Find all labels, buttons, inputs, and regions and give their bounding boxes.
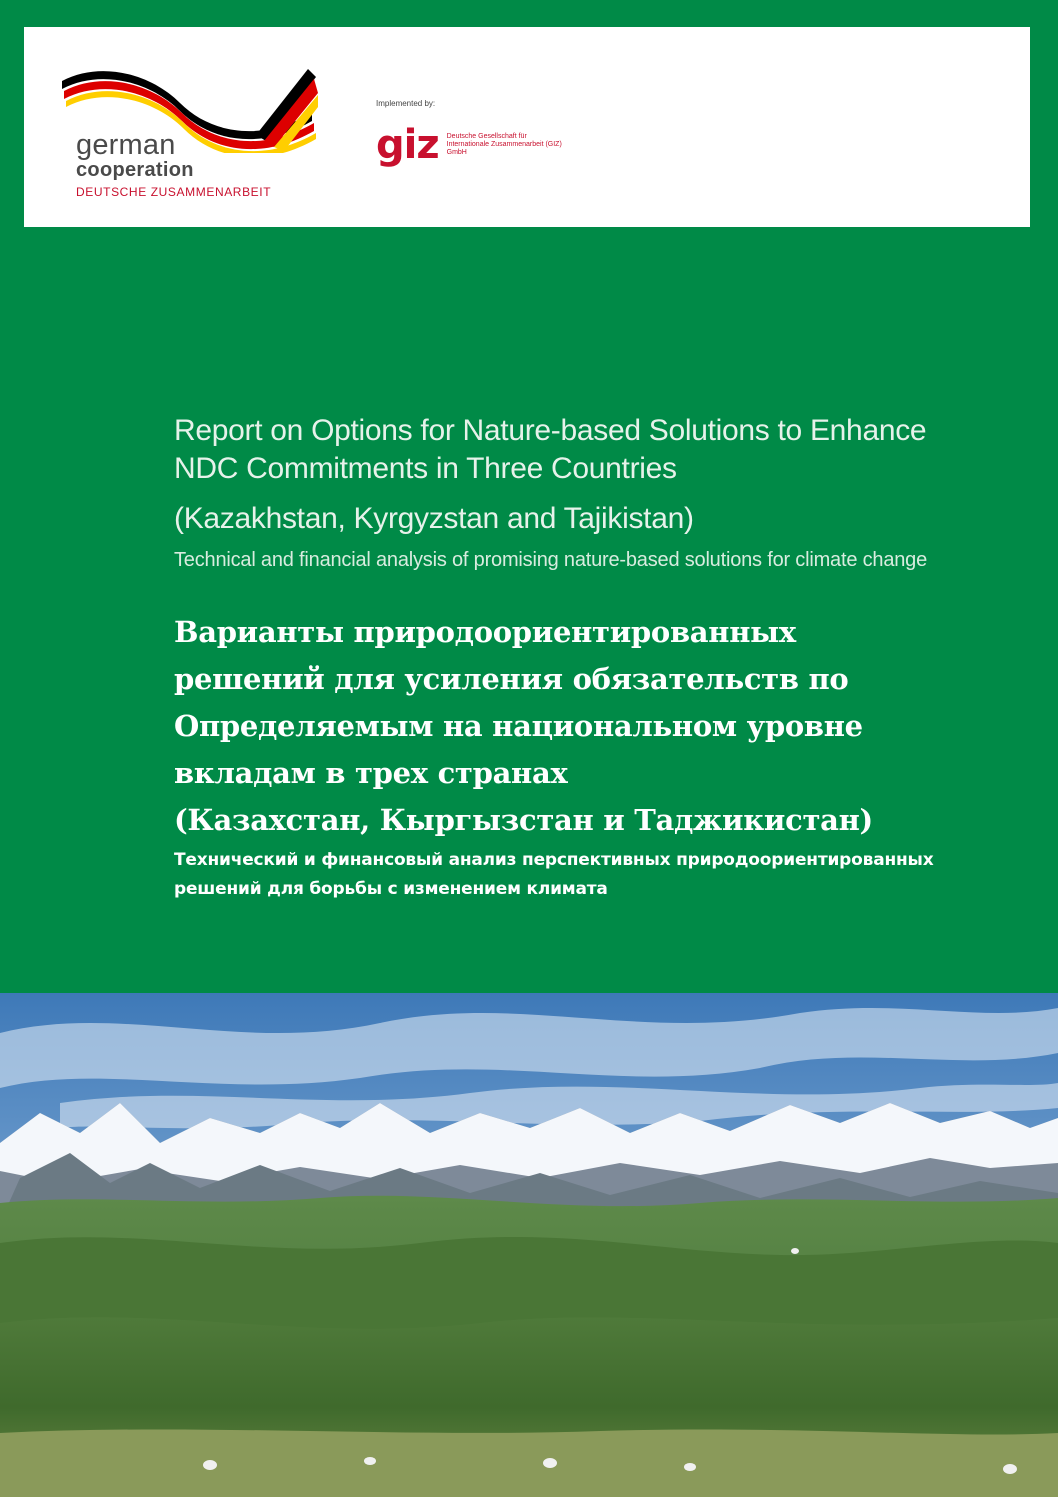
english-title: Report on Options for Nature-based Solutions to Enhance NDC Commitments in Three Countries bbox=[174, 414, 927, 485]
gc-line1: german bbox=[76, 129, 176, 161]
russian-title: Варианты природоориентированных решений для усиления обязательств по Определяемым на национальном уровне вкладам в трех странах bbox=[174, 615, 863, 790]
english-subtitle: Technical and financial analysis of promising nature-based solutions for climate change bbox=[174, 549, 928, 571]
german-cooperation-wordmark bbox=[76, 131, 271, 201]
gc-line2: cooperation bbox=[76, 159, 194, 181]
logo-band bbox=[24, 27, 1030, 227]
russian-subtitle: Технический и финансовый анализ перспективных природоориентированных решений для борьбы с изменением климата bbox=[174, 850, 934, 899]
title-block bbox=[174, 412, 934, 904]
russian-countries: (Казахстан, Кыргызстан и Таджикистан) bbox=[174, 803, 873, 837]
giz-logo bbox=[376, 122, 567, 168]
english-countries: (Kazakhstan, Kyrgyzstan and Tajikistan) bbox=[174, 502, 694, 535]
gc-line3: DEUTSCHE ZUSAMMENARBEIT bbox=[76, 185, 272, 199]
mountain-landscape-photo bbox=[0, 993, 1058, 1497]
implemented-by-label: Implemented by: bbox=[376, 99, 436, 108]
giz-mark: giz bbox=[376, 122, 439, 168]
giz-description: Deutsche Gesellschaft für Internationale Zusammenarbeit (GIZ) GmbH bbox=[446, 133, 562, 156]
